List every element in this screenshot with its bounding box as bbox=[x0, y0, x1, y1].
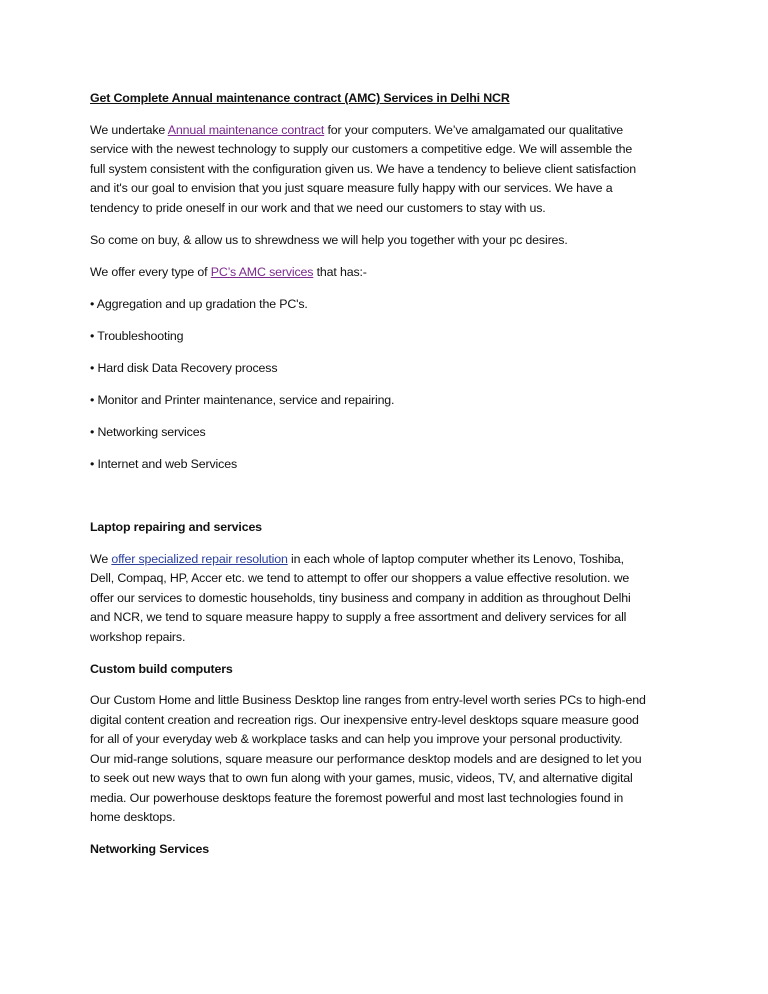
laptop-line: Dell, Compaq, HP, Accer etc. we tend to attempt to offer our shoppers a value effective resolution. we bbox=[90, 571, 630, 585]
offer-paragraph bbox=[90, 263, 367, 281]
bullet-item: • Aggregation and up gradation the PC's. bbox=[90, 297, 308, 311]
intro-line bbox=[90, 121, 623, 139]
text: We bbox=[90, 552, 112, 566]
intro-line: service with the newest technology to supply our customers a competitive edge. We will assemble the bbox=[90, 142, 633, 156]
text: in each whole of laptop computer whether its Lenovo, Toshiba, bbox=[287, 552, 624, 566]
bullet-item: • Hard disk Data Recovery process bbox=[90, 361, 278, 375]
bullet-item: • Networking services bbox=[90, 425, 206, 439]
intro-line: tendency to pride oneself in our work and that we need our customers to stay with us. bbox=[90, 201, 546, 215]
text: that has:- bbox=[313, 265, 367, 279]
intro-line: full system consistent with the configuration given us. We have a tendency to believe client satisfaction bbox=[90, 162, 637, 176]
networking-heading: Networking Services bbox=[90, 842, 210, 856]
laptop-line: offer our services to domestic households, tiny business and company in addition as throughout Delhi bbox=[90, 591, 631, 605]
bullet-item: • Internet and web Services bbox=[90, 457, 237, 471]
page-title: Get Complete Annual maintenance contract (AMC) Services in Delhi NCR bbox=[90, 91, 510, 105]
intro-line: and it's our goal to envision that you just square measure fully happy with our services. We have a bbox=[90, 181, 613, 195]
custom-line: digital content creation and recreation rigs. Our inexpensive entry-level desktops square measure good bbox=[90, 713, 639, 727]
laptop-heading: Laptop repairing and services bbox=[90, 520, 262, 534]
laptop-line bbox=[90, 550, 624, 568]
laptop-line: workshop repairs. bbox=[90, 630, 186, 644]
custom-line: to seek out new ways that to own fun along with your games, music, videos, TV, and alternative digital bbox=[90, 771, 633, 785]
text: We undertake bbox=[90, 123, 168, 137]
custom-line: home desktops. bbox=[90, 810, 176, 824]
repair-resolution-link[interactable]: offer specialized repair resolution bbox=[111, 552, 288, 566]
text: We offer every type of bbox=[90, 265, 211, 279]
custom-line: Our mid-range solutions, square measure our performance desktop models and are designed to let you bbox=[90, 752, 642, 766]
bullet-item: • Troubleshooting bbox=[90, 329, 184, 343]
laptop-line: and NCR, we tend to square measure happy to supply a free assortment and delivery services for all bbox=[90, 610, 627, 624]
come-on-paragraph: So come on buy, & allow us to shrewdness we will help you together with your pc desires. bbox=[90, 233, 568, 247]
custom-line: for all of your everyday web & workplace tasks and can help you improve your personal productivity. bbox=[90, 732, 623, 746]
custom-line: media. Our powerhouse desktops feature the foremost powerful and most last technologies found in bbox=[90, 791, 624, 805]
custom-line: Our Custom Home and little Business Desktop line ranges from entry-level worth series PCs to high-end bbox=[90, 693, 646, 707]
amc-link[interactable]: Annual maintenance contract bbox=[167, 123, 325, 137]
pc-amc-services-link[interactable]: PC’s AMC services bbox=[210, 265, 314, 279]
custom-heading: Custom build computers bbox=[90, 662, 233, 676]
bullet-item: • Monitor and Printer maintenance, service and repairing. bbox=[90, 393, 395, 407]
text: for your computers. We’ve amalgamated our qualitative bbox=[324, 123, 624, 137]
